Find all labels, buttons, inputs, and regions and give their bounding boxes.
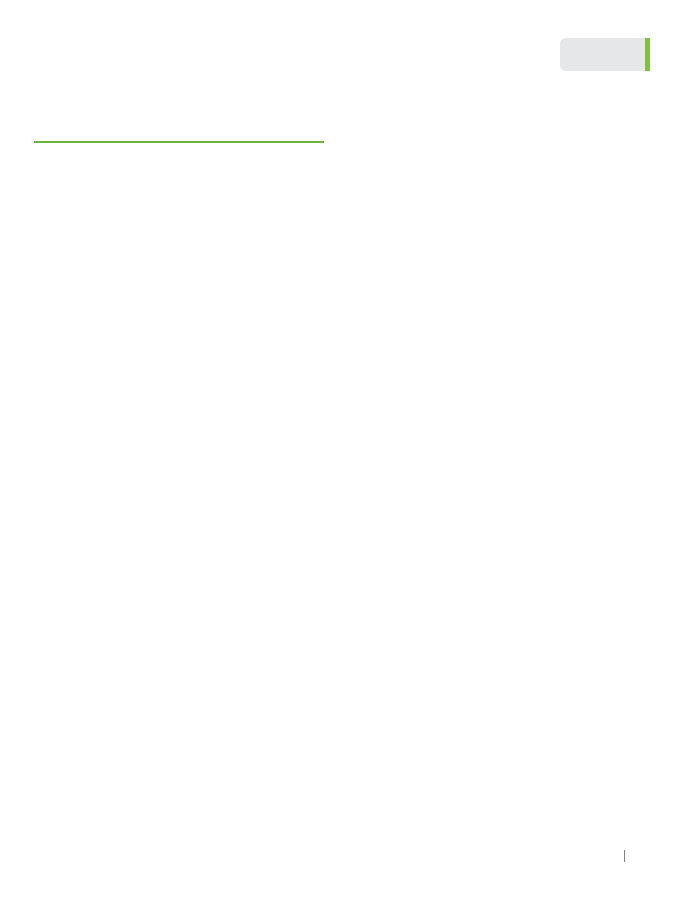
section-tab-crossword [560,38,650,71]
previous-answer-underline [34,141,324,143]
footer-divider [624,850,625,862]
page-footer [500,850,630,862]
